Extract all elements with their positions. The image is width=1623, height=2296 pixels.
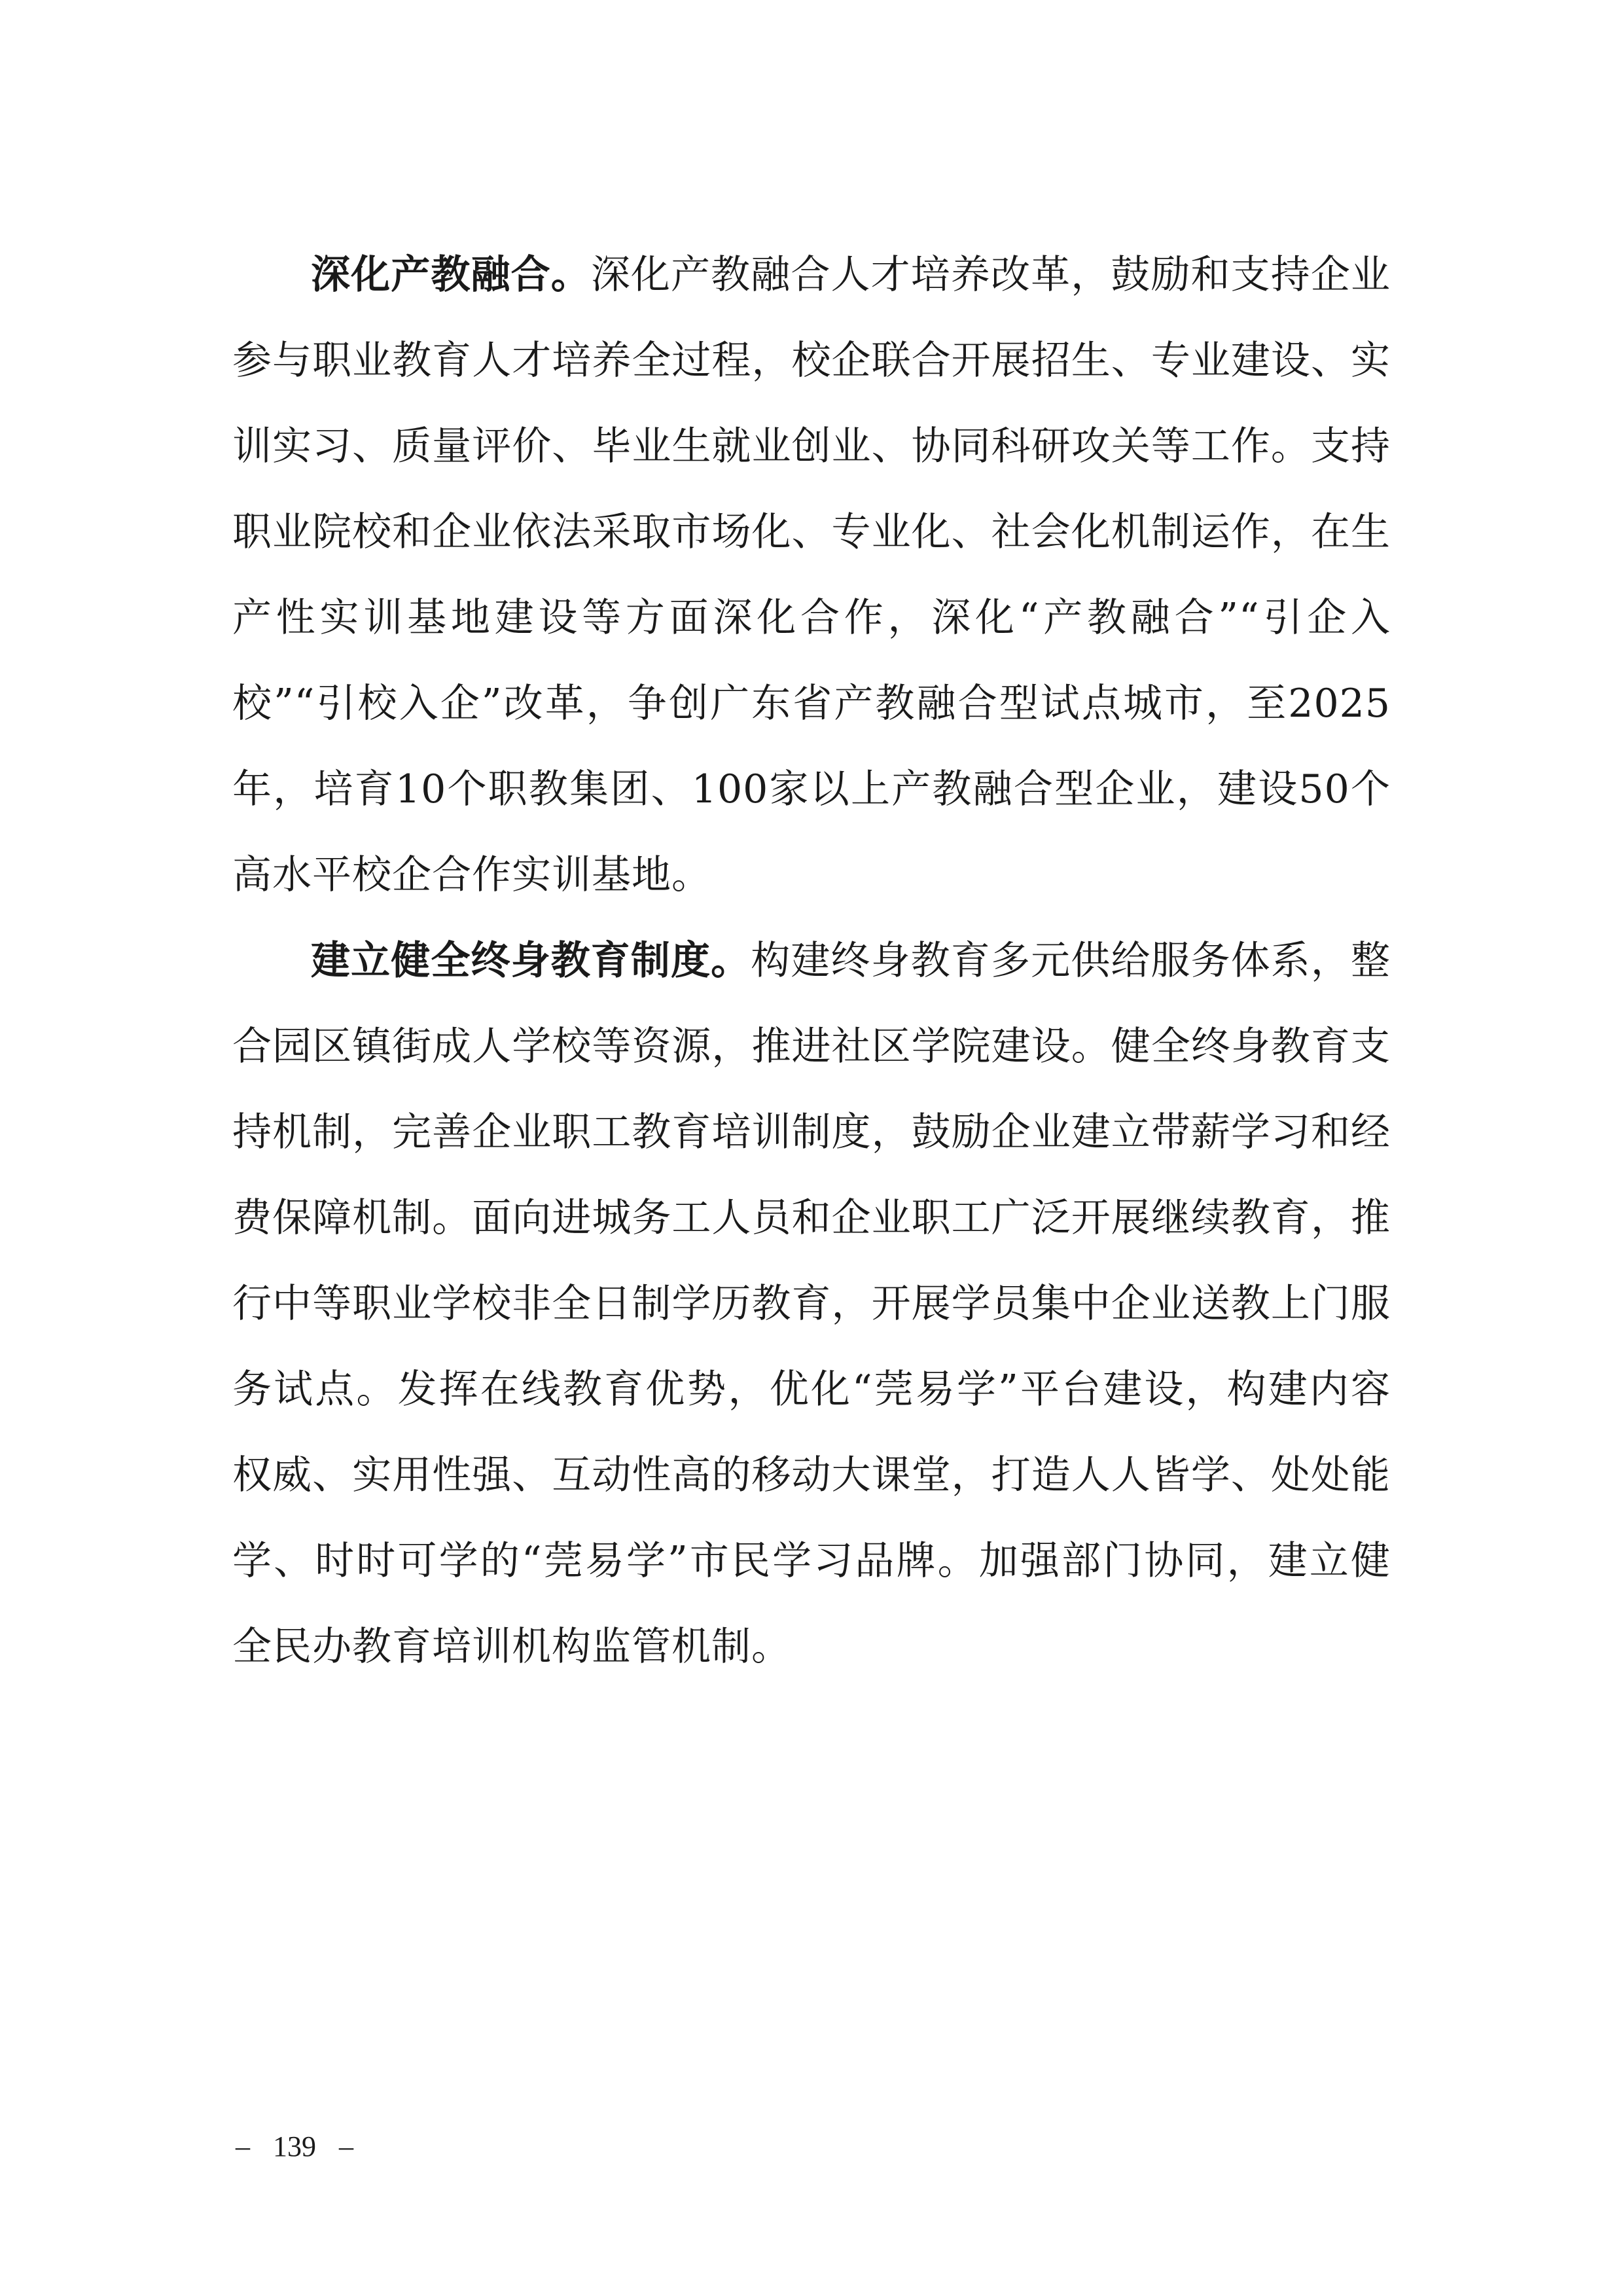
page-footer bbox=[232, 2127, 357, 2166]
paragraph-body: 构建终身教育多元供给服务体系，整合园区镇街成人学校等资源，推进社区学院建设。健全终身教育支持机制，完善企业职工教育培训制度，鼓励企业建立带薪学习和经费保障机制。面向进城务工人员和企业职工广泛开展继续教育，推行中等职业学校非全日制学历教育，开展学员集中企业送教上门服务试点。发挥在线教育优势，优化“莞易学”平台建设，构建内容权威、实用性强、互动性高的移动大课堂，打造人人皆学、处处能学、时时可学的“莞易学”市民学习品牌。加强部门协同，建立健全民办教育培训机构监管机制。 bbox=[232, 938, 1391, 1670]
footer-dash-right: – bbox=[339, 2130, 353, 2162]
paragraph-lifelong-education bbox=[232, 918, 1391, 1690]
paragraph-heading: 建立健全终身教育制度。 bbox=[311, 938, 751, 984]
paragraph-heading: 深化产教融合。 bbox=[311, 252, 591, 298]
page-number: 139 bbox=[273, 2130, 316, 2162]
body-text bbox=[232, 232, 1391, 1690]
paragraph-industry-education-integration bbox=[232, 232, 1391, 918]
paragraph-body: 深化产教融合人才培养改革，鼓励和支持企业参与职业教育人才培养全过程，校企联合开展招生、专业建设、实训实习、质量评价、毕业生就业创业、协同科研攻关等工作。支持职业院校和企业依法采取市场化、专业化、社会化机制运作，在生产性实训基地建设等方面深化合作，深化“产教融合”“引企入校”“引校入企”改革，争创广东省产教融合型试点城市，至2025年，培育10个职教集团、100家以上产教融合型企业，建设50个高水平校企合作实训基地。 bbox=[232, 252, 1391, 898]
footer-dash-left: – bbox=[236, 2130, 250, 2162]
